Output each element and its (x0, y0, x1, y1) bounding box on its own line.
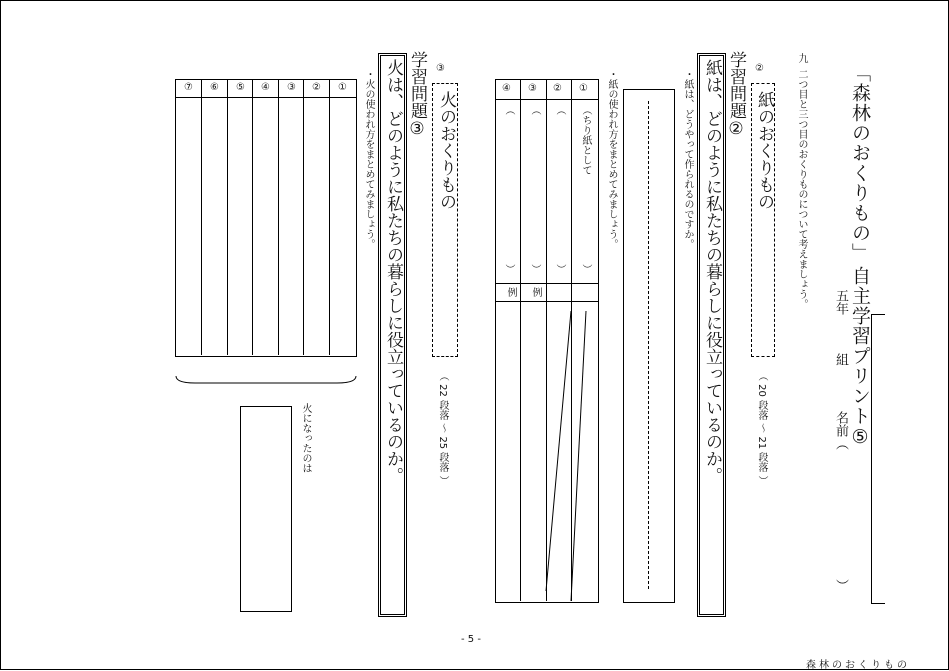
became-fire-box[interactable] (240, 406, 292, 612)
fire-row-num: ⑦ (183, 82, 194, 93)
worksheet-title: 「森林のおくりもの」 (849, 63, 871, 263)
name-label: 名前（ (833, 411, 848, 450)
fire-row-num: ② (311, 82, 322, 93)
fire-col-divider (201, 79, 202, 355)
section3-prompt: ・火の使われ方をまとめてみましょう。 (363, 69, 374, 249)
section2-num: ② (754, 63, 765, 74)
page-number: - 5 - (461, 634, 481, 645)
section3-range: （ 22 段落 ～ 25 段落 ） (437, 371, 448, 486)
paper-row-open: （ちり紙として (580, 105, 591, 175)
grade-label: 五年 (833, 289, 848, 315)
paper-row-num: ③ (527, 83, 538, 94)
paper-row-open: （ (554, 105, 565, 115)
paper-row-open: （ (503, 105, 514, 115)
fire-col-divider (303, 79, 304, 355)
paper-row-num: ④ (501, 83, 512, 94)
name-field[interactable] (831, 471, 847, 571)
fire-row-num: ③ (286, 82, 297, 93)
q9-label: 九 (796, 53, 807, 63)
footer-corner: 森林のおくりもの (806, 660, 910, 671)
fire-row-num: ① (337, 82, 348, 93)
paper-col-divider (520, 79, 521, 601)
section2-range: （ 20 段落 ～ 21 段落 ） (756, 371, 767, 486)
fire-col-divider (278, 79, 279, 355)
fire-table-brace (175, 375, 357, 391)
paper-row-example: 例 (505, 287, 516, 297)
name-close: ） (833, 579, 848, 592)
fire-row-num: ④ (260, 82, 271, 93)
fire-col-divider (227, 79, 228, 355)
became-fire-label: 火になったのは (300, 403, 311, 473)
paper-row-example: 例 (530, 287, 541, 297)
section2-prompt2: ・紙の使われ方をまとめてみましょう。 (606, 69, 617, 249)
section3-topic: 火のおくりもの (436, 91, 456, 210)
paper-making-guide (648, 101, 649, 589)
paper-row-close: ） (580, 264, 591, 274)
section3-study-label: 学習問題③ (407, 51, 427, 139)
paper-making-box[interactable] (623, 89, 675, 603)
fire-row-num: ⑥ (209, 82, 220, 93)
paper-row-open: （ (529, 105, 540, 115)
section2-topic: 紙のおくりもの (754, 91, 774, 210)
fire-row-num: ⑤ (235, 82, 246, 93)
section2-question: 紙は、どのように私たちの暮らしに役立っているのか。 (702, 59, 722, 484)
paper-row-close: ） (503, 264, 514, 274)
print-title: 自主学習プリント⑤ (849, 266, 871, 449)
paper-row-num: ① (578, 83, 589, 94)
fire-col-divider (252, 79, 253, 355)
section2-study-label: 学習問題② (726, 51, 746, 139)
q9-text: 二つ目と三つ目のおくりものについて考えましょう。 (796, 69, 807, 309)
paper-table-connector-lines (541, 301, 591, 601)
fire-col-divider (329, 79, 330, 355)
paper-row-close: ） (554, 264, 565, 274)
paper-row-close: ） (529, 264, 540, 274)
paper-row-num: ② (552, 83, 563, 94)
class-label: 組 (833, 353, 848, 366)
section2-prompt1: ・紙は、どうやって作られるのですか。 (682, 69, 693, 249)
section3-question: 火は、どのように私たちの暮らしに役立っているのか。 (383, 59, 403, 484)
section3-num: ③ (435, 63, 446, 74)
